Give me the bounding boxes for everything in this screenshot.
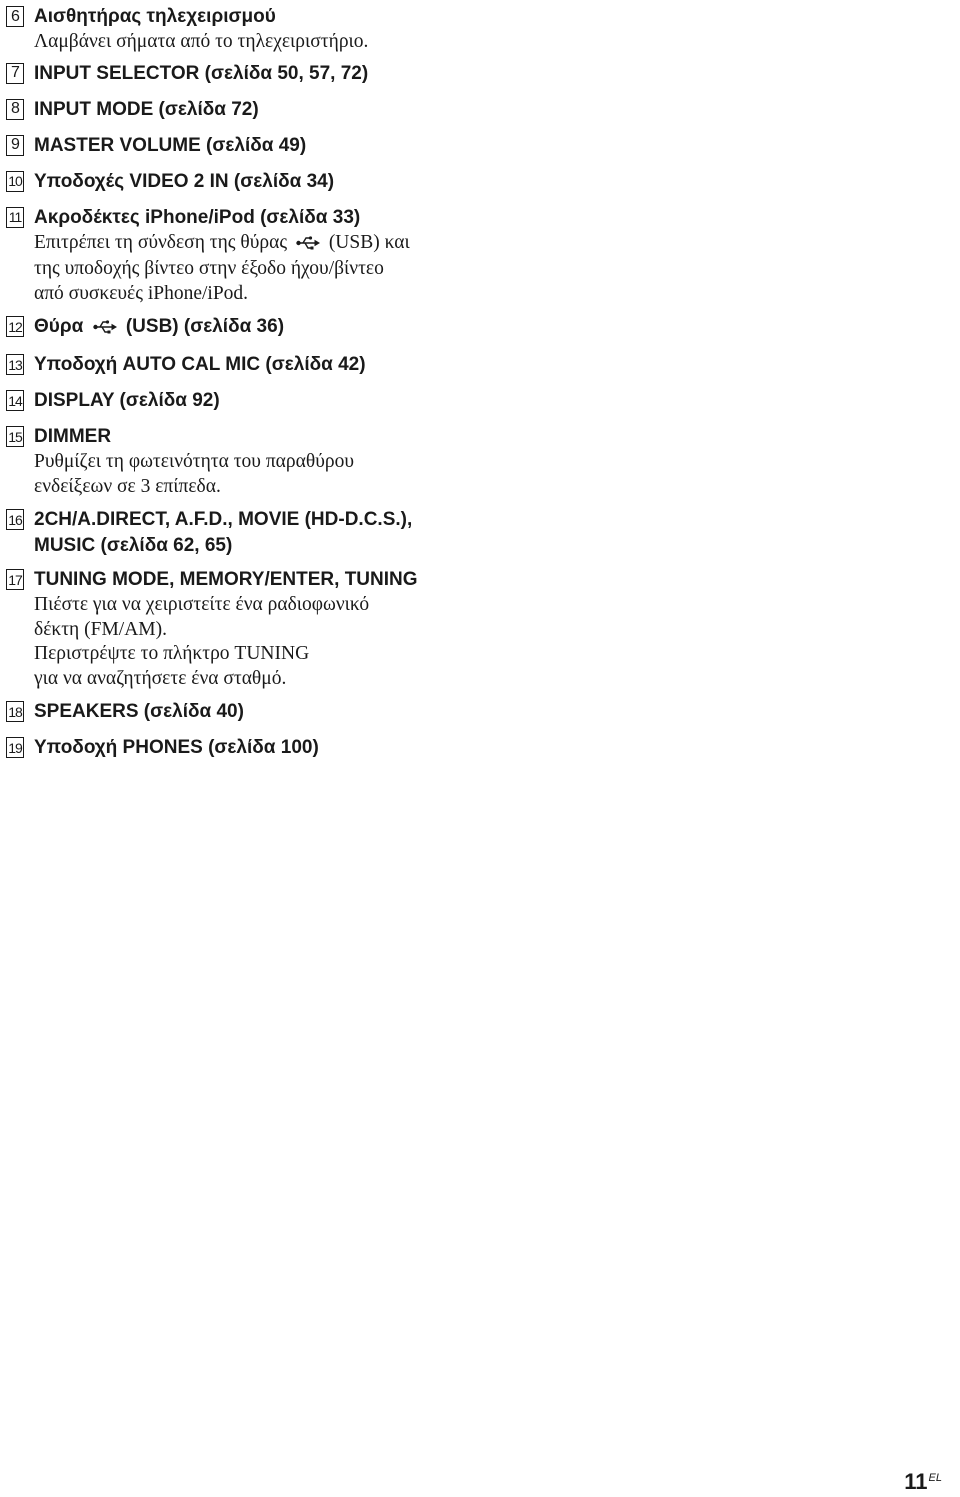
list-item xyxy=(6,699,946,725)
item-title: Ακροδέκτες iPhone/iPod (σελίδα 33) xyxy=(34,206,361,228)
item-title: Αισθητήρας τηλεχειρισμού xyxy=(34,6,276,27)
item-desc-part: Επιτρέπει τη σύνδεση της θύρας xyxy=(34,231,288,253)
item-title: SPEAKERS (σελίδα 40) xyxy=(34,701,244,722)
list-item xyxy=(6,352,946,378)
item-number: 19 xyxy=(6,737,24,758)
item-desc: για να αναζητήσετε ένα σταθμό. xyxy=(34,667,287,689)
language-code: EL xyxy=(928,1472,942,1484)
item-title: DISPLAY (σελίδα 92) xyxy=(34,390,220,411)
list-item xyxy=(6,388,946,414)
list-item xyxy=(6,4,946,55)
item-title: MUSIC (σελίδα 62, 65) xyxy=(34,535,233,556)
item-title xyxy=(34,314,946,342)
usb-icon xyxy=(93,316,117,342)
item-number: 6 xyxy=(6,6,24,27)
page-number xyxy=(904,1469,942,1495)
item-title: Υποδοχές VIDEO 2 IN (σελίδα 34) xyxy=(34,170,335,192)
list-item xyxy=(6,314,946,342)
list-item xyxy=(6,735,946,761)
item-number: 18 xyxy=(6,701,24,722)
list-item xyxy=(6,567,946,691)
list-item xyxy=(6,97,946,123)
item-number: 10 xyxy=(6,171,24,192)
item-title: INPUT MODE (σελίδα 72) xyxy=(34,98,259,120)
item-desc: δέκτη (FM/AM). xyxy=(34,618,167,640)
item-desc: ενδείξεων σε 3 επίπεδα. xyxy=(34,475,221,497)
item-number: 13 xyxy=(6,354,24,375)
item-desc: Λαμβάνει σήματα από το τηλεχειριστήριο. xyxy=(34,31,369,52)
item-title: 2CH/A.DIRECT, A.F.D., MOVIE (HD-D.C.S.), xyxy=(34,509,413,530)
list-item xyxy=(6,61,946,87)
item-number: 16 xyxy=(6,509,24,530)
item-desc: της υποδοχής βίντεο στην έξοδο ήχου/βίντεο xyxy=(34,258,384,279)
item-number: 15 xyxy=(6,426,24,447)
item-desc: Ρυθμίζει τη φωτεινότητα του παραθύρου xyxy=(34,451,354,472)
item-desc: από συσκευές iPhone/iPod. xyxy=(34,282,249,304)
item-number: 12 xyxy=(6,316,24,337)
list-item xyxy=(6,424,946,499)
item-title: TUNING MODE, MEMORY/ENTER, TUNING xyxy=(34,569,418,590)
item-list xyxy=(6,4,946,761)
item-title-part: Θύρα xyxy=(34,316,84,337)
item-desc: Περιστρέψτε το πλήκτρο TUNING xyxy=(34,643,310,664)
page-number-value: 11 xyxy=(904,1469,928,1494)
item-title-part: (USB) (σελίδα 36) xyxy=(125,316,285,337)
list-item xyxy=(6,169,946,195)
list-item xyxy=(6,205,946,307)
item-desc-part: (USB) και xyxy=(328,231,410,253)
item-number: 17 xyxy=(6,569,24,590)
item-number: 11 xyxy=(6,207,24,228)
item-title: Υποδοχή PHONES (σελίδα 100) xyxy=(34,737,319,758)
item-title: Υποδοχή AUTO CAL MIC (σελίδα 42) xyxy=(34,354,366,375)
item-desc xyxy=(34,231,946,258)
list-item xyxy=(6,507,946,559)
item-desc: Πιέστε για να χειριστείτε ένα ραδιοφωνικό xyxy=(34,594,370,615)
item-number: 9 xyxy=(6,135,24,156)
item-number: 14 xyxy=(6,390,24,411)
item-number: 8 xyxy=(6,99,24,120)
item-title: MASTER VOLUME (σελίδα 49) xyxy=(34,134,307,156)
item-title: DIMMER xyxy=(34,426,112,447)
usb-icon xyxy=(296,233,320,258)
item-title: INPUT SELECTOR (σελίδα 50, 57, 72) xyxy=(34,62,369,84)
list-item xyxy=(6,133,946,159)
item-number: 7 xyxy=(6,63,24,84)
